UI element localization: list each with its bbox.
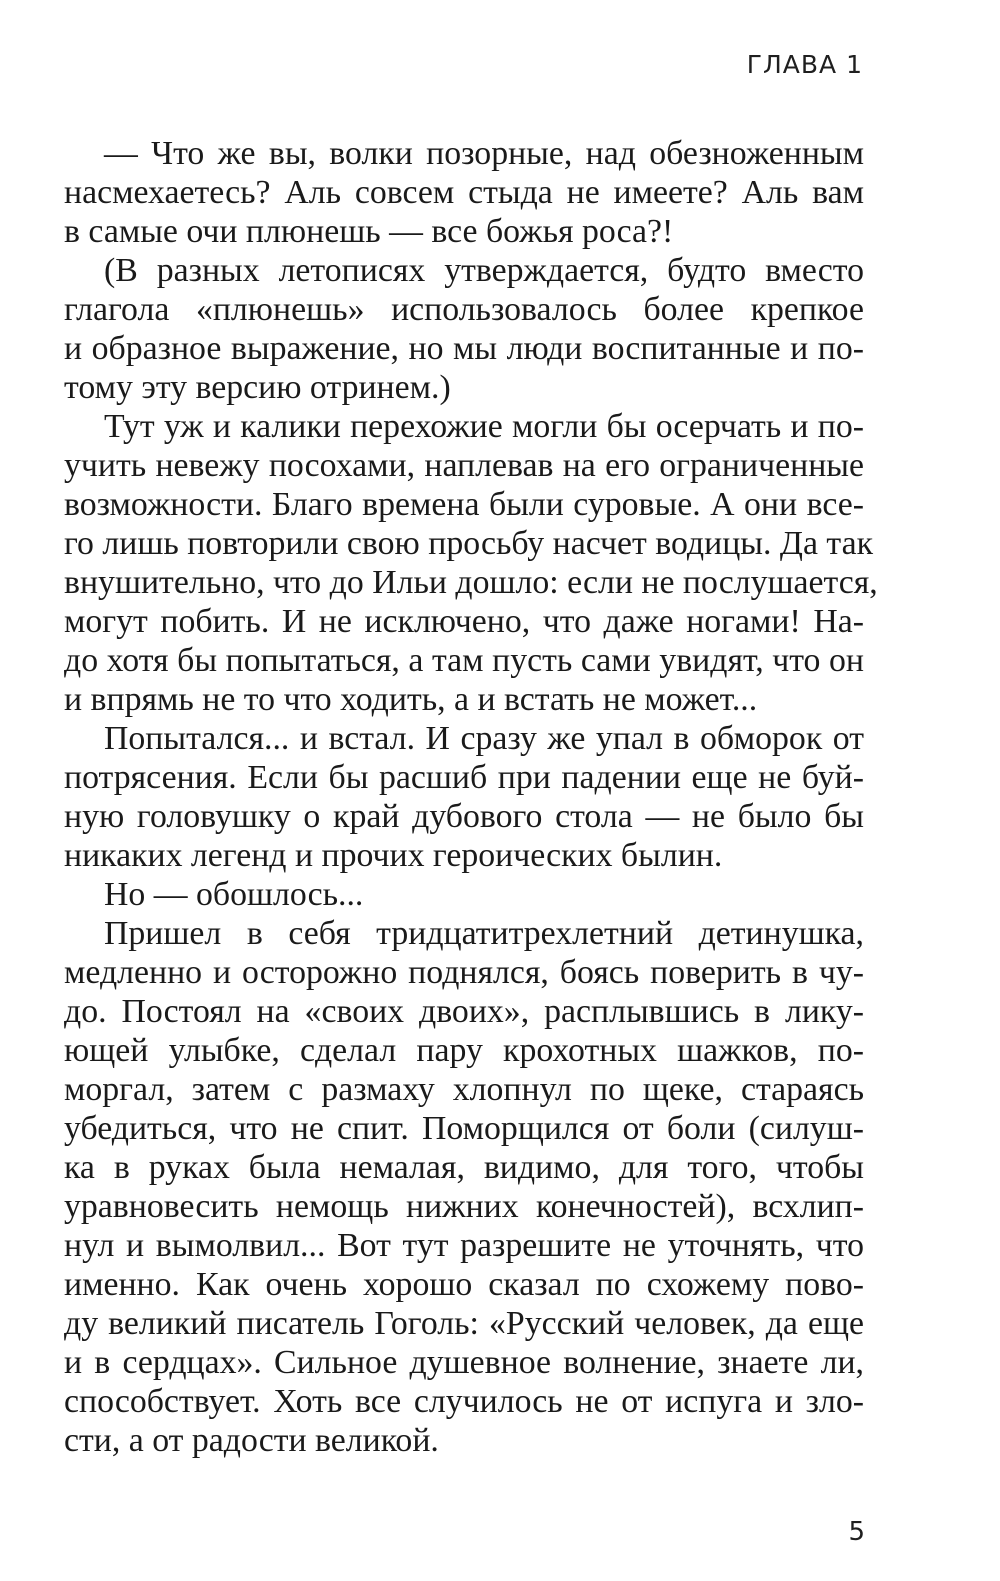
text-line: ка в руках была немалая, видимо, для того, чтобы xyxy=(64,1149,864,1186)
text-line: уравновесить немощь нижних конечностей), всхлип- xyxy=(64,1188,864,1225)
text-line: (В разных летописях утверждается, будто вместо xyxy=(104,252,864,289)
text-line: ду великий писатель Гоголь: «Русский человек, да еще xyxy=(64,1305,864,1342)
text-line: и в сердцах». Сильное душевное волнение, знаете ли, xyxy=(64,1344,864,1381)
text-line: до хотя бы попытаться, а там пусть сами увидят, что он xyxy=(64,642,864,679)
text-line: го лишь повторили свою просьбу насчет водицы. Да так xyxy=(64,525,873,562)
text-line: сти, а от радости великой. xyxy=(64,1422,439,1459)
text-line: Попытался... и встал. И сразу же упал в обморок от xyxy=(104,720,864,757)
text-line: Но — обошлось... xyxy=(104,876,364,913)
text-line: ную головушку о край дубового стола — не было бы xyxy=(64,798,864,835)
text-line: учить невежу посохами, наплевав на его ограниченные xyxy=(64,447,864,484)
text-line: ющей улыбке, сделал пару крохотных шажков, по- xyxy=(64,1032,864,1069)
text-line: убедиться, что не спит. Поморщился от боли (силуш- xyxy=(64,1110,864,1147)
text-line: тому эту версию отринем.) xyxy=(64,369,451,406)
text-line: именно. Как очень хорошо сказал по схожему пово- xyxy=(64,1266,864,1303)
text-line: моргал, затем с размаху хлопнул по щеке, стараясь xyxy=(64,1071,864,1108)
text-line: потрясения. Если бы расшиб при падении еще не буй- xyxy=(64,759,864,796)
text-line: никаких легенд и прочих героических былин. xyxy=(64,837,723,874)
text-line: способствует. Хоть все случилось не от испуга и зло- xyxy=(64,1383,864,1420)
chapter-header: ГЛАВА 1 xyxy=(746,50,863,79)
text-line: Тут уж и калики перехожие могли бы осерчать и по- xyxy=(104,408,864,445)
text-line: глагола «плюнешь» использовалось более крепкое xyxy=(64,291,864,328)
body-text xyxy=(64,134,878,1460)
text-line: возможности. Благо времена были суровые. А они все- xyxy=(64,486,864,523)
text-line: могут побить. И не исключено, что даже ногами! На- xyxy=(64,603,864,640)
text-line: — Что же вы, волки позорные, над обезноженным xyxy=(104,135,864,172)
text-line: Пришел в себя тридцатитрехлетний детинушка, xyxy=(104,915,864,952)
text-line: нул и вымолвил... Вот тут разрешите не уточнять, что xyxy=(64,1227,864,1264)
text-line: и впрямь не то что ходить, а и встать не может... xyxy=(64,681,758,718)
text-line: насмехаетесь? Аль совсем стыда не имеете? Аль вам xyxy=(64,174,864,211)
text-line: внушительно, что до Ильи дошло: если не послушается, xyxy=(64,564,878,601)
page-number: 5 xyxy=(848,1517,865,1547)
text-line: и образное выражение, но мы люди воспитанные и по- xyxy=(64,330,864,367)
text-line: в самые очи плюнешь — все божья роса?! xyxy=(64,213,674,250)
text-line: до. Постоял на «своих двоих», расплывшись в лику- xyxy=(64,993,864,1030)
text-line: медленно и осторожно поднялся, боясь поверить в чу- xyxy=(64,954,864,991)
